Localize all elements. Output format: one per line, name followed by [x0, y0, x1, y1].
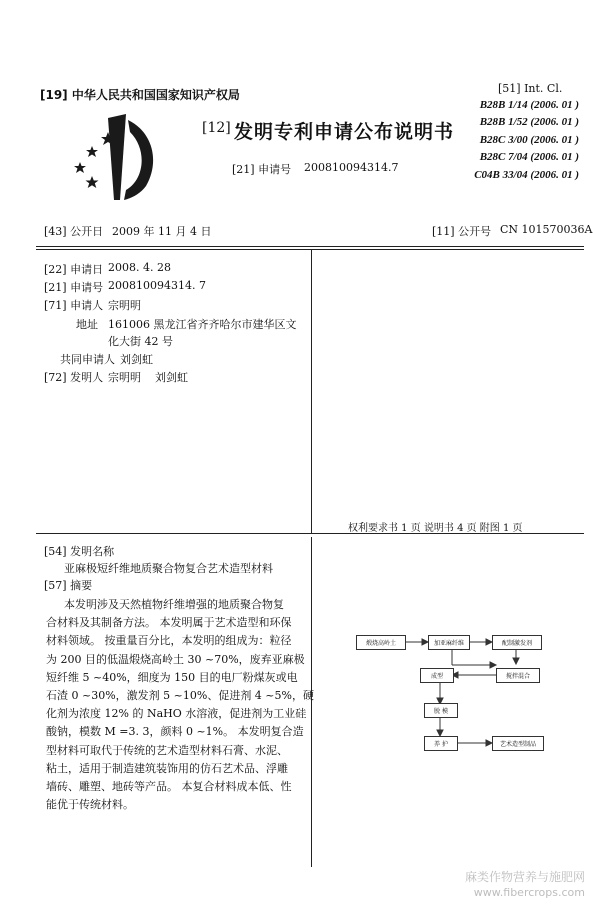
publication-number-label: [11] 公开号 [432, 225, 492, 238]
authority-name: [19] 中华人民共和国国家知识产权局 [40, 88, 240, 102]
abstract-line: 酸钠，模数 M =3. 3，颜料 0 ~1%。 本发明复合造 [46, 725, 304, 739]
pages-info: 权利要求书 1 页 说明书 4 页 附图 1 页 [348, 523, 523, 534]
sipo-emblem [68, 110, 178, 205]
column-divider [311, 249, 312, 533]
abstract-line: 短纤维 5 ~40%，细度为 150 目的电厂粉煤灰或电 [46, 670, 298, 684]
co-applicant-label: 共同申请人 [60, 353, 115, 366]
abstract-line: 材料领域。 按重量百分比，本发明的组成为：粒径 [46, 634, 292, 648]
rule [36, 246, 584, 247]
flow-step-kaolin: 煅烧高岭土 [356, 635, 406, 650]
co-applicant: 刘剑虹 [120, 353, 153, 366]
ipc-class: B28B 1/52 (2006. 01 ) [479, 116, 579, 128]
abstract-line: 石渣 0 ~30%，激发剂 5 ~10%、促进剂 4 ~5%，硬 [46, 689, 314, 703]
filing-date-label: [22] 申请日 [44, 263, 104, 276]
application-number: 200810094314.7 [304, 161, 399, 174]
flow-step-activator: 配制激发剂 [492, 635, 542, 650]
address-line2: 化大街 42 号 [108, 335, 173, 348]
ipc-class: B28C 7/04 (2006. 01 ) [479, 151, 579, 163]
ipc-class: C04B 33/04 (2006. 01 ) [474, 169, 579, 181]
doc-title: 发明专利申请公布说明书 [234, 121, 455, 143]
address: 161006 黑龙江省齐齐哈尔市建华区文 [108, 318, 297, 331]
filing-date: 2008. 4. 28 [108, 261, 171, 274]
inventors: 宗明明 刘剑虹 [108, 371, 188, 384]
abstract-label: [57] 摘要 [44, 579, 93, 592]
flow-step-demold: 脱 模 [424, 703, 458, 718]
applicant: 宗明明 [108, 299, 141, 312]
ipc-class: B28C 3/00 (2006. 01 ) [479, 134, 579, 146]
publication-number: CN 101570036A [500, 223, 593, 236]
app-no: 200810094314. 7 [108, 279, 206, 292]
flow-step-fiber: 加亚麻纤维 [428, 635, 470, 650]
inventor-label: [72] 发明人 [44, 371, 104, 384]
abstract-line: 化剂为浓度 12% 的 NaHO 水溶液，促进剂为工业硅 [46, 707, 307, 721]
flow-step-product: 艺术造型制品 [492, 736, 544, 751]
publication-date-label: [43] 公开日 [44, 225, 104, 238]
abstract-line: 能优于传统材料。 [46, 798, 134, 812]
abstract-line: 墙砖、雕塑、地砖等产品。 本复合材料成本低、性 [46, 780, 292, 794]
ipc-label: [51] Int. Cl. [498, 82, 563, 95]
flow-step-cure: 养 护 [424, 736, 458, 751]
flow-step-shape: 成型 [420, 668, 454, 683]
abstract-line: 粘土，适用于制造建筑装饰用的仿石艺术品、浮雕 [46, 761, 288, 775]
abstract-text [46, 596, 314, 814]
application-number-label: [21] 申请号 [232, 163, 292, 176]
flow-step-mix: 搅拌混合 [496, 668, 540, 683]
abstract-line: 本发明涉及天然植物纤维增强的地质聚合物复 [64, 598, 284, 611]
abstract-line: 型材料可取代于传统的艺术造型材料石膏、水泥、 [46, 743, 288, 757]
watermark-site-name: 麻类作物营养与施肥网 [464, 870, 585, 884]
ipc-class: B28B 1/14 (2006. 01 ) [479, 99, 579, 111]
app-no-label: [21] 申请号 [44, 281, 104, 294]
invention-title-label: [54] 发明名称 [44, 545, 115, 558]
abstract-line: 合材料及其制备方法。 本发明属于艺术造型和环保 [46, 616, 292, 630]
applicant-label: [71] 申请人 [44, 299, 104, 312]
address-label: 地址 [76, 318, 98, 331]
doc-type-code: [12] [202, 120, 231, 136]
abstract-line: 为 200 目的低温煅烧高岭土 30 ~70%，废弃亚麻极 [46, 652, 305, 666]
rule [36, 249, 584, 250]
invention-title: 亚麻极短纤维地质聚合物复合艺术造型材料 [64, 562, 273, 575]
publication-date: 2009 年 11 月 4 日 [112, 225, 212, 238]
watermark-url: www.fibercrops.com [473, 886, 585, 899]
